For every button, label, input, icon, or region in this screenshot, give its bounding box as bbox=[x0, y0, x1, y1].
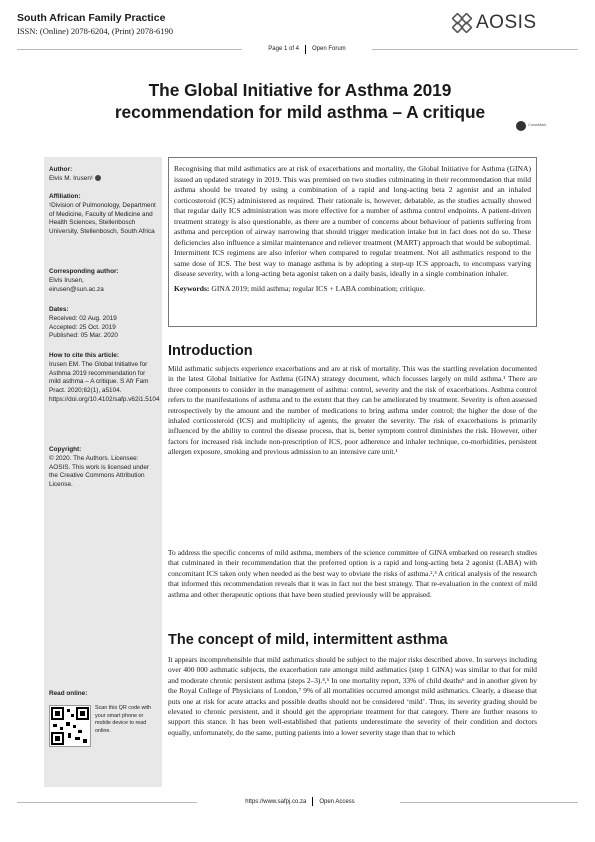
date-received: Received: 02 Aug. 2019 bbox=[49, 314, 117, 322]
crossmark-label: CrossMark bbox=[528, 123, 547, 127]
footer-rule-right bbox=[400, 802, 578, 803]
paragraph-intro-1: Mild asthmatic subjects experience exacerbations and are at risk of mortality. This was the startling revelation documented in the latest Global Initiative for Asthma (GINA) strategy document, which focusses largely on mild asthma.¹ There are three components to consider in the management of asthma: control, severity and the risk of exacerbations. Asthma control refers to the manifestations of asthma and to the extent that they can be ameliorated by treatment. Severity is often assessed retrospectively by the amount and the number of medications to bring asthma under control; the higher the dose of the inhaled corticosteroid (ICS) and multiplicity of agents, the greater the severity. The risk of exacerbations is primarily influenced by the ability to control the disease process, that is, better symptom control diminishes the risk. However, other factors for increased risk include non-prescription of ICS, poor adherence and inhaler technique, co-morbidities, persistent allergen exposure, smoking and previous admission to an intensive care unit.¹ bbox=[168, 364, 537, 457]
title-line-1: The Global Initiative for Asthma 2019 bbox=[148, 80, 452, 100]
aosis-logo-icon bbox=[452, 13, 472, 33]
date-published: Published: 05 Mar. 2020 bbox=[49, 332, 118, 340]
page-number: Page 1 of 4 bbox=[268, 46, 299, 52]
header-rule-right bbox=[372, 49, 578, 50]
page-info-bar bbox=[242, 44, 372, 54]
abstract-box bbox=[168, 157, 537, 327]
author-heading: Author: bbox=[49, 166, 73, 173]
journal-name: South African Family Practice bbox=[17, 12, 166, 24]
divider bbox=[305, 45, 306, 54]
footer-url[interactable]: https://www.safpj.co.za bbox=[245, 798, 307, 805]
corresponding-name: Elvis Irusen, bbox=[49, 276, 84, 284]
issn: ISSN: (Online) 2078-6204, (Print) 2078-6190 bbox=[17, 26, 174, 36]
qr-instructions: Scan this QR code with your smart phone or mobile device to read online. bbox=[95, 705, 152, 734]
header-rule-left bbox=[17, 49, 242, 50]
keywords-text: GINA 2019; mild asthma; regular ICS + LABA combination; critique. bbox=[209, 283, 425, 293]
abstract-text: Recognising that mild asthmatics are at risk of exacerbations and mortality, the Global Initiative for Asthma (GINA) issued an updated strategy in 2019. This was premised on two studies culminating in their recommendation that mild asthma should be treated by using a combination of a rapid and long-acting beta 2 agonist and an inhaled corticosteroid (ICS) administered as required. Their rationale is, however, debatable, as the studies actually showed that regular daily ICS administration was more effective for a number of asthma control endpoints. A patient-driven treatment strategy is also questionable, as there are a number of concerns about behaviour of patients suffering from asthma and perception of airway narrowing that should trigger medication intake but in fact does not do so. These deficiencies also influence a similar maintenance and reliever treatment (MART) approach that would be suboptimal. Intermittent ICS regimens are also inferior when compared to regular treatment. Not all asthmatics respond to the same dose of ICS. The best way to manage asthma is by adopting a step-up ICS approach, to encompass varying disease severity, with a long-acting beta agonist taken on a daily basis, ideally in a single combination inhaler. bbox=[174, 164, 531, 278]
citation-heading: How to cite this article: bbox=[49, 352, 119, 359]
corresponding-heading: Corresponding author: bbox=[49, 268, 119, 275]
corresponding-email[interactable]: eirusen@sun.ac.za bbox=[49, 285, 104, 293]
dates-block bbox=[49, 306, 157, 341]
keywords-label: Keywords: bbox=[174, 283, 210, 293]
footer-rule-left bbox=[17, 802, 197, 803]
read-online-heading: Read online: bbox=[49, 690, 88, 697]
footer-bar bbox=[190, 797, 410, 806]
copyright-text: © 2020. The Authors. Licensee: AOSIS. This work is licensed under the Creative Commons Attribution License. bbox=[49, 454, 150, 489]
qr-code-icon[interactable] bbox=[49, 705, 91, 747]
paragraph-intro-2: To address the specific concerns of mild asthma, members of the science committee of GINA embarked on research studies that culminated in their recommendation that the preferred option is a rapid and long-acting beta 2 agonist (LABA) with concomitant ICS taken only when needed as the best way to obviate the risks of asthma.²,³ A critical analysis of the research that informed this recommendation reveals that it was in fact not the best strategy. That re-evaluation in the context of mild asthma and other therapeutic options that have been studied previously will be appraised. bbox=[168, 548, 537, 599]
citation-text: Irusen EM. The Global Initiative for Asthma 2019 recommendation for mild asthma – A critique. S Afr Fam Pract. 2020;62(1), a5104. https://doi.org/10.4102/safp.v62i1.5104 bbox=[49, 360, 160, 403]
affiliation-text: ¹Division of Pulmonology, Department of Medicine, Faculty of Medicine and Health Sciences, Stellenbosch University, Stellenbosch, South Africa bbox=[49, 201, 156, 236]
author-name: Elvis M. Irusen¹ bbox=[49, 174, 94, 182]
heading-concept: The concept of mild, intermittent asthma bbox=[168, 632, 448, 648]
affiliation-heading: Affiliation: bbox=[49, 193, 81, 200]
footer-divider bbox=[312, 797, 313, 806]
crossmark-icon[interactable] bbox=[516, 121, 526, 131]
paragraph-concept-1: It appears incomprehensible that mild asthmatics should be subject to the major risks described above. In surveys including over 400 000 asthmatic subjects, the exacerbation rate amongst mild asthmatics (step 1 GINA) was similar to that for mild and moderate chronic persistent asthma (steps 2–3).⁴,⁵ In one mortality report, 33% of child deaths⁶ and in another given by the Royal College of Physicians of London,⁷ 9% of all mortalities occurred amongst mild asthmatics. Clearly, a disease that puts one at risk for acute attacks and possible deaths should not be considered ‘mild’. Thus, its severity grading should be elevated to chronic persistent, and it should get the appropriate treatment for that category. There are further reasons to support this stance. It has been well-established that patients underestimate the severity of their condition and doctors equally, unfortunately, do the same, putting patients into a lower severity stage than that to which bbox=[168, 655, 537, 737]
article-title bbox=[80, 79, 520, 123]
publisher-logo bbox=[452, 12, 537, 34]
read-online-heading-wrap bbox=[49, 690, 157, 699]
affiliation-block bbox=[49, 193, 157, 237]
author-block bbox=[49, 166, 157, 184]
date-accepted: Accepted: 25 Oct. 2019 bbox=[49, 323, 116, 331]
corresponding-block bbox=[49, 268, 157, 294]
copyright-heading: Copyright: bbox=[49, 446, 82, 453]
citation-block bbox=[49, 352, 160, 405]
logo-text: AOSIS bbox=[476, 12, 537, 33]
section-label: Open Forum bbox=[312, 46, 346, 52]
heading-introduction: Introduction bbox=[168, 343, 253, 359]
dates-heading: Dates: bbox=[49, 306, 69, 313]
keywords bbox=[174, 284, 531, 295]
orcid-icon[interactable] bbox=[95, 175, 101, 181]
footer-access: Open Access bbox=[319, 798, 355, 805]
copyright-block bbox=[49, 446, 157, 490]
title-line-2: recommendation for mild asthma – A critique bbox=[114, 102, 486, 122]
